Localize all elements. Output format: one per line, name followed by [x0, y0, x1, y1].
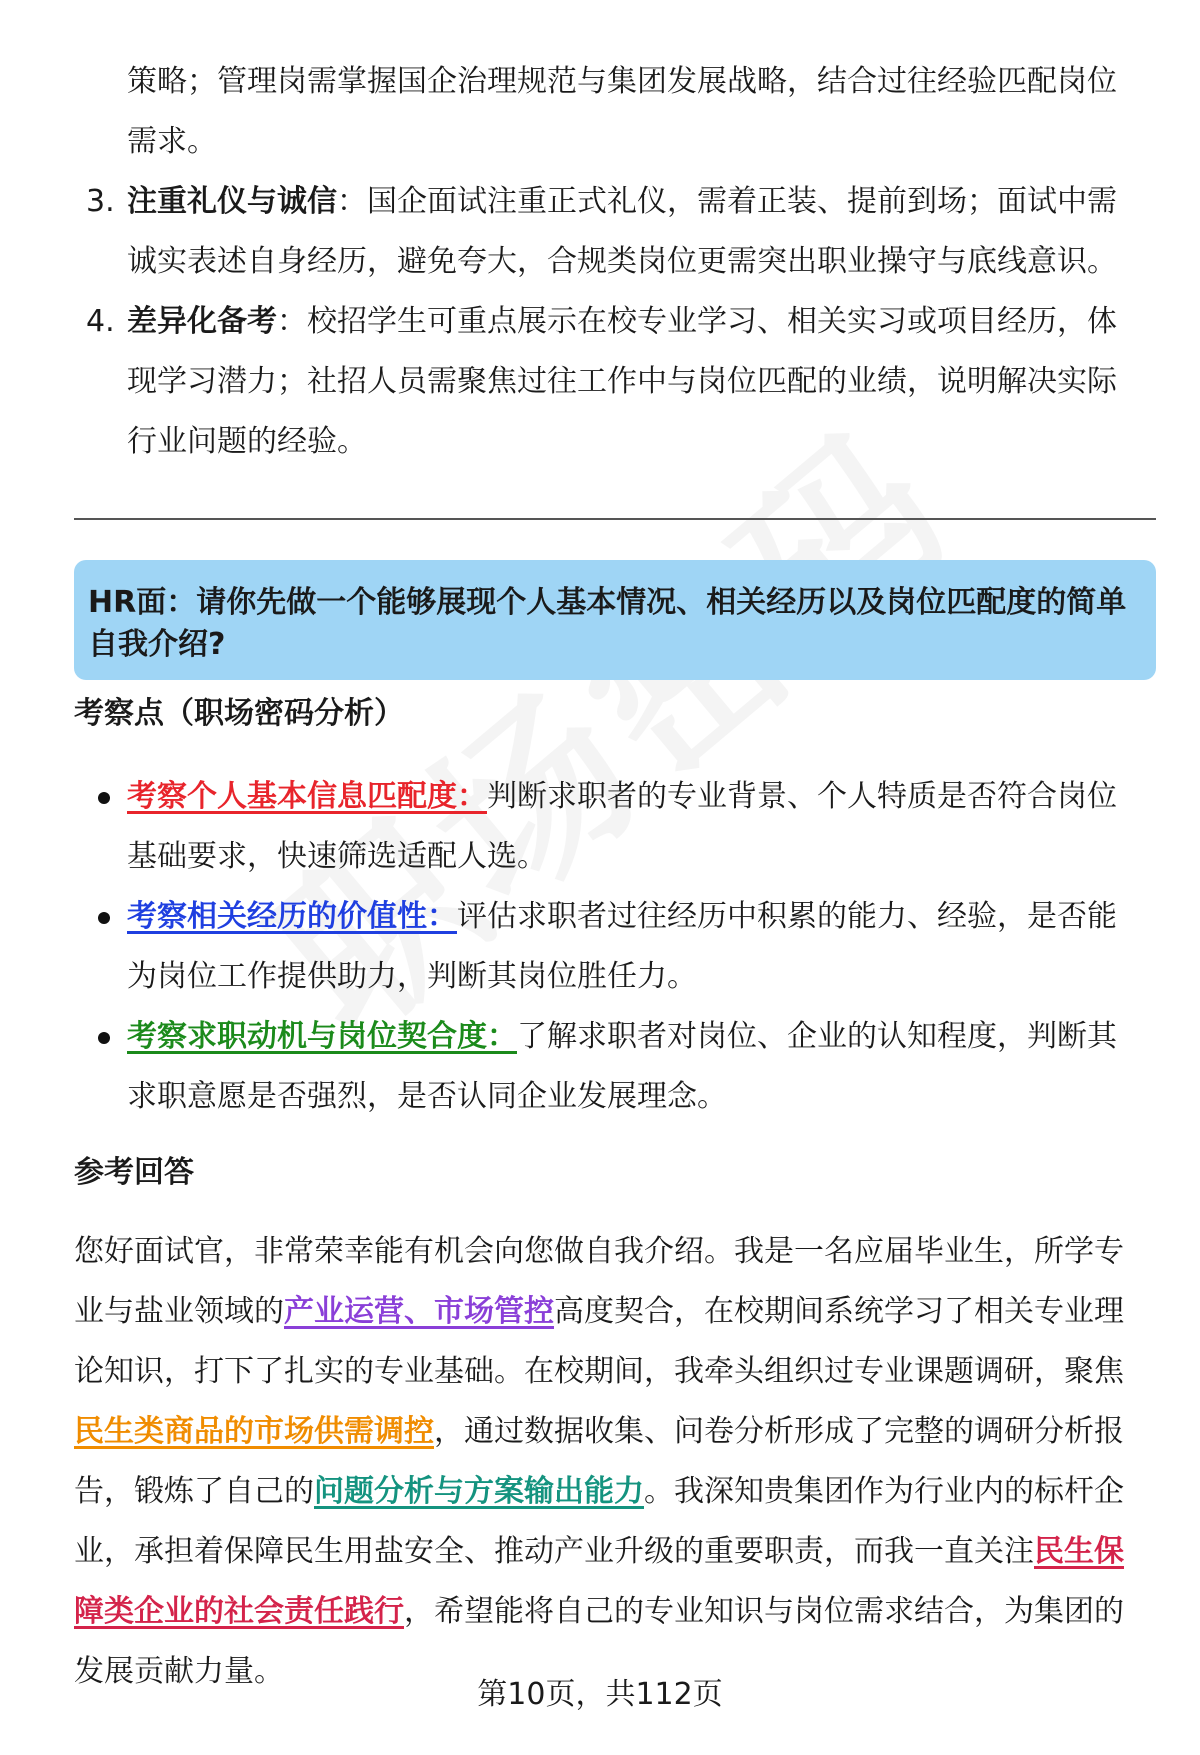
point-label: 考察求职动机与岗位契合度： — [127, 1019, 517, 1054]
point-text: 了解求职者对岗位、企业的认知程度，判断其求职意愿是否强烈，是否认同企业发展理念。 — [127, 1019, 1117, 1114]
answer-text: 。我深知贵集团作为行业内的标杆企业，承担着保障民生用盐安全、推动产业升级的重要职责，而我一直关注 — [74, 1474, 1124, 1569]
tip-title: 注重礼仪与诚信 — [127, 184, 337, 219]
section-divider — [74, 518, 1156, 520]
answer-text: 高度契合，在校期间系统学习了相关专业理论知识，打下了扎实的专业基础。在校期间，我牵头组织过专业课题调研，聚焦 — [74, 1294, 1124, 1389]
list-item — [74, 887, 1137, 1007]
answer-heading: 参考回答 — [74, 1155, 194, 1190]
bullet-icon — [98, 792, 110, 804]
tip-text: ：国企面试注重正式礼仪，需着正装、提前到场；面试中需诚实表述自身经历，避免夸大，合规类岗位更需突出职业操守与底线意识。 — [127, 184, 1117, 279]
bullet-icon — [98, 912, 110, 924]
answer-paragraph — [74, 1222, 1149, 1702]
answer-text: ，通过数据收集、问卷分析形成了完整的调研分析报告，锻炼了自己的 — [74, 1414, 1124, 1509]
point-label: 考察相关经历的价值性： — [127, 899, 457, 934]
tip-text: ：校招学生可重点展示在校专业学习、相关实习或项目经历，体现学习潜力；社招人员需聚焦过往工作中与岗位匹配的业绩，说明解决实际行业问题的经验。 — [127, 304, 1117, 459]
tips-list — [74, 172, 1137, 472]
tip-title: 差异化备考 — [127, 304, 277, 339]
point-text: 判断求职者的专业背景、个人特质是否符合岗位基础要求，快速筛选适配人选。 — [127, 779, 1117, 874]
answer-highlight: 民生保障类企业的社会责任践行 — [74, 1534, 1124, 1629]
list-item — [74, 1007, 1137, 1127]
answer-text: ，希望能将自己的专业知识与岗位需求结合，为集团的发展贡献力量。 — [74, 1594, 1124, 1689]
point-label: 考察个人基本信息匹配度： — [127, 779, 487, 814]
list-item — [74, 292, 1137, 472]
list-number: 4. — [86, 304, 115, 339]
list-item — [74, 767, 1137, 887]
page-number: 第10页，共112页 — [477, 1677, 723, 1712]
answer-text: 您好面试官，非常荣幸能有机会向您做自我介绍。我是一名应届毕业生，所学专业与盐业领域的 — [74, 1234, 1124, 1329]
point-text: 评估求职者过往经历中积累的能力、经验，是否能为岗位工作提供助力，判断其岗位胜任力。 — [127, 899, 1117, 994]
bullet-icon — [98, 1032, 110, 1044]
question-box: HR面：请你先做一个能够展现个人基本情况、相关经历以及岗位匹配度的简单自我介绍? — [74, 560, 1156, 680]
answer-highlight: 问题分析与方案输出能力 — [314, 1474, 644, 1509]
points-heading: 考察点（职场密码分析） — [74, 696, 404, 731]
list-number: 3. — [86, 184, 115, 219]
answer-highlight: 产业运营、市场管控 — [284, 1294, 554, 1329]
continuation-text: 策略；管理岗需掌握国企治理规范与集团发展战略，结合过往经验匹配岗位需求。 — [127, 64, 1117, 159]
answer-highlight: 民生类商品的市场供需调控 — [74, 1414, 434, 1449]
list-item — [74, 172, 1137, 292]
points-list — [74, 767, 1137, 1127]
